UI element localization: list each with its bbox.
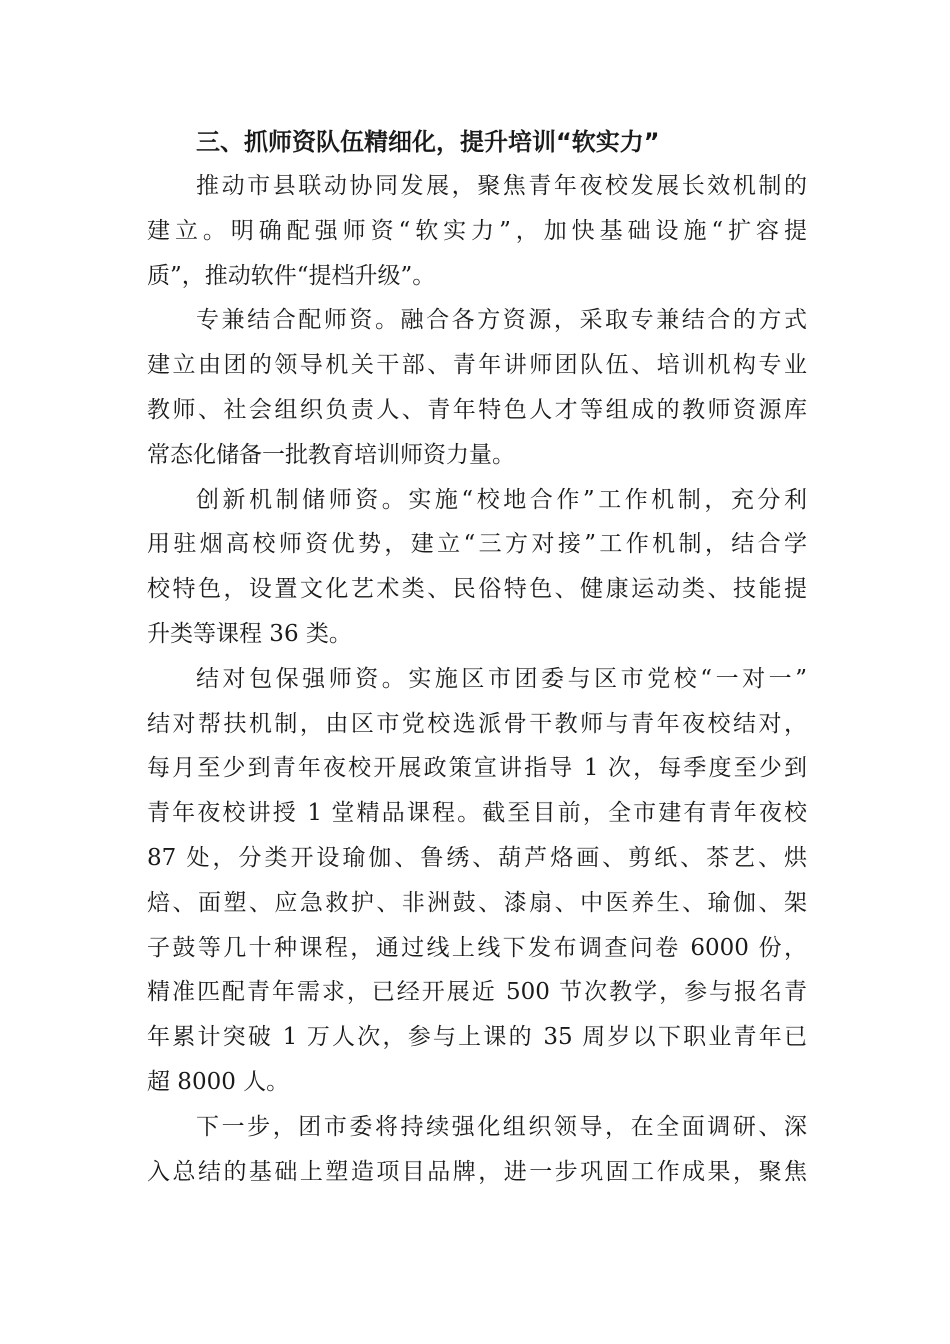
- text-line: 87 处，分类开设瑜伽、鲁绣、葫芦烙画、剪纸、茶艺、烘: [147, 844, 807, 871]
- document-body: [147, 164, 807, 1194]
- paragraph-part-time-teachers: [147, 298, 807, 477]
- text-line: 建立。明确配强师资“软实力”，加快基础设施“扩容提: [147, 217, 807, 244]
- text-line: 教师、社会组织负责人、青年特色人才等组成的教师资源库: [147, 396, 807, 423]
- paragraph-intro: [147, 164, 807, 298]
- text-line: 超 8000 人。: [147, 1068, 290, 1095]
- paragraph-innovation-mechanism: [147, 478, 807, 657]
- text-line: 精准匹配青年需求，已经开展近 500 节次教学，参与报名青: [147, 979, 807, 1006]
- text-line: 创新机制储师资。实施“校地合作”工作机制，充分利: [196, 486, 807, 513]
- text-line: 专兼结合配师资。融合各方资源，采取专兼结合的方式: [196, 307, 807, 334]
- text-line: 青年夜校讲授 1 堂精品课程。截至目前，全市建有青年夜校: [147, 800, 807, 827]
- text-line: 校特色，设置文化艺术类、民俗特色、健康运动类、技能提: [147, 576, 807, 603]
- text-line: 质”，推动软件“提档升级”。: [147, 262, 436, 289]
- text-line: 升类等课程 36 类。: [147, 620, 352, 647]
- text-line: 结对帮扶机制，由区市党校选派骨干教师与青年夜校结对，: [147, 710, 807, 737]
- text-line: 结对包保强师资。实施区市团委与区市党校“一对一”: [196, 665, 807, 692]
- text-line: 下一步，团市委将持续强化组织领导，在全面调研、深: [196, 1113, 807, 1140]
- text-line: 焙、面塑、应急救护、非洲鼓、漆扇、中医养生、瑜伽、架: [147, 889, 807, 916]
- section-heading: 三、抓师资队伍精细化，提升培训“软实力”: [196, 128, 660, 156]
- paragraph-next-steps: [147, 1105, 807, 1195]
- text-line: 年累计突破 1 万人次，参与上课的 35 周岁以下职业青年已: [147, 1024, 807, 1051]
- paragraph-pairing-support: [147, 657, 807, 1105]
- text-line: 入总结的基础上塑造项目品牌，进一步巩固工作成果，聚焦: [147, 1158, 807, 1185]
- text-line: 建立由团的领导机关干部、青年讲师团队伍、培训机构专业: [147, 352, 807, 379]
- text-line: 常态化储备一批教育培训师资力量。: [147, 441, 515, 468]
- text-line: 每月至少到青年夜校开展政策宣讲指导 1 次，每季度至少到: [147, 755, 807, 782]
- text-line: 用驻烟高校师资优势，建立“三方对接”工作机制，结合学: [147, 531, 807, 558]
- text-line: 推动市县联动协同发展，聚焦青年夜校发展长效机制的: [196, 173, 807, 199]
- text-line: 子鼓等几十种课程，通过线上线下发布调查问卷 6000 份，: [147, 934, 807, 961]
